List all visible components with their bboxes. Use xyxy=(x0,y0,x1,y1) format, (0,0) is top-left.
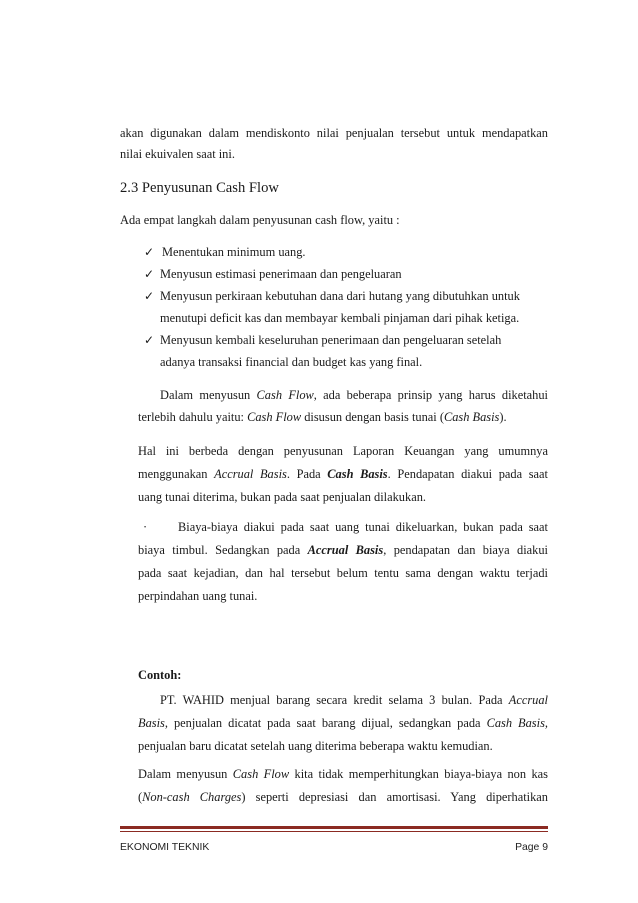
para1-line-2 xyxy=(138,409,507,425)
text-run: terlebih dahulu yaitu: xyxy=(138,410,248,424)
emphasis-text: Cash Flow xyxy=(232,767,290,781)
text-run: , pendapatan dan biaya diakui xyxy=(383,543,548,557)
para2-line-1: Hal ini berbeda dengan penyusunan Laporan Keuangan yang umumnya xyxy=(138,444,548,458)
para1-line-1 xyxy=(160,387,548,403)
text-run: PT. WAHID menjual barang secara kredit selama 3 bulan. Pada xyxy=(160,693,509,707)
strong-emphasis-text: Cash Basis xyxy=(327,467,388,481)
text-run: ( xyxy=(138,790,143,804)
text-run: . Pada xyxy=(286,467,328,481)
text-run: kita tidak memperhitungkan biaya-biaya non kas xyxy=(289,767,548,781)
para2-line-3: uang tunai diterima, bukan pada saat penjualan dilakukan. xyxy=(138,490,426,504)
step-item-3-line-1: Menyusun perkiraan kebutuhan dana dari hutang yang dibutuhkan untuk xyxy=(160,289,520,303)
text-run: Dalam menyusun xyxy=(138,767,233,781)
bullet-dot: · xyxy=(143,520,148,534)
step-item-4-line-2: adanya transaksi financial dan budget kas yang final. xyxy=(160,355,423,369)
step-item-1: Menentukan minimum uang. xyxy=(162,245,306,259)
text-run: menggunakan xyxy=(138,467,215,481)
para3-line-4: perpindahan uang tunai. xyxy=(138,589,258,603)
para3-line-1: Biaya-biaya diakui pada saat uang tunai dikeluarkan, bukan pada saat xyxy=(178,520,548,534)
emphasis-text: Accrual xyxy=(508,693,548,707)
footer-rule-thin xyxy=(120,831,548,832)
emphasis-text: Basis xyxy=(138,716,165,730)
steps-lead: Ada empat langkah dalam penyusunan cash flow, yaitu : xyxy=(120,213,400,227)
text-run: , ada beberapa prinsip yang harus diketahui xyxy=(313,388,548,402)
section-heading: 2.3 Penyusunan Cash Flow xyxy=(120,180,279,196)
intro-line-1: akan digunakan dalam mendiskonto nilai penjualan tersebut untuk mendapatkan xyxy=(120,126,548,140)
emphasis-text: Cash Basis xyxy=(443,410,500,424)
example-line-2 xyxy=(138,715,548,731)
text-run: disusun dengan basis tunai ( xyxy=(301,410,444,424)
emphasis-text: Non-cash Charges xyxy=(142,790,242,804)
intro-line-2: nilai ekuivalen saat ini. xyxy=(120,147,235,161)
text-run: . Pendapatan diakui pada saat xyxy=(387,467,548,481)
example-line-3: penjualan baru dicatat setelah uang diterima beberapa waktu kemudian. xyxy=(138,739,493,753)
checkmark-icon: ✓ xyxy=(144,267,155,281)
emphasis-text: Accrual Basis xyxy=(214,467,287,481)
example-heading: Contoh: xyxy=(138,668,182,682)
para4-line-1 xyxy=(138,766,548,782)
text-run: , penjualan dicatat pada saat barang dijual, sedangkan pada xyxy=(164,716,487,730)
step-item-3-line-2: menutupi deficit kas dan membayar kembali pinjaman dari pihak ketiga. xyxy=(160,311,520,325)
para3-line-3: pada saat kejadian, dan hal tersebut belum tentu sama dengan waktu terjadi xyxy=(138,566,548,580)
text-run: ) seperti depresiasi dan amortisasi. Yang diperhatikan xyxy=(241,790,548,804)
page-number: Page 9 xyxy=(515,842,548,853)
strong-emphasis-text: Accrual Basis xyxy=(307,543,384,557)
emphasis-text: Cash Basis, xyxy=(486,716,548,730)
para3-line-2 xyxy=(138,542,548,558)
checkmark-icon: ✓ xyxy=(144,245,155,259)
emphasis-text: Cash Flow xyxy=(247,410,302,424)
checkmark-icon: ✓ xyxy=(144,289,155,303)
step-item-2: Menyusun estimasi penerimaan dan pengeluaran xyxy=(160,267,402,281)
emphasis-text: Cash Flow xyxy=(256,388,314,402)
checkmark-icon: ✓ xyxy=(144,333,155,347)
step-item-4-line-1: Menyusun kembali keseluruhan penerimaan dan pengeluaran setelah xyxy=(160,333,502,347)
text-run: biaya timbul. Sedangkan pada xyxy=(138,543,308,557)
text-run: Dalam menyusun xyxy=(160,388,257,402)
para2-line-2 xyxy=(138,466,548,482)
para4-line-2 xyxy=(138,789,548,805)
footer-rule-thick xyxy=(120,826,548,829)
text-run: ). xyxy=(499,410,507,424)
example-line-1 xyxy=(160,692,548,708)
footer-title: EKONOMI TEKNIK xyxy=(120,842,210,853)
